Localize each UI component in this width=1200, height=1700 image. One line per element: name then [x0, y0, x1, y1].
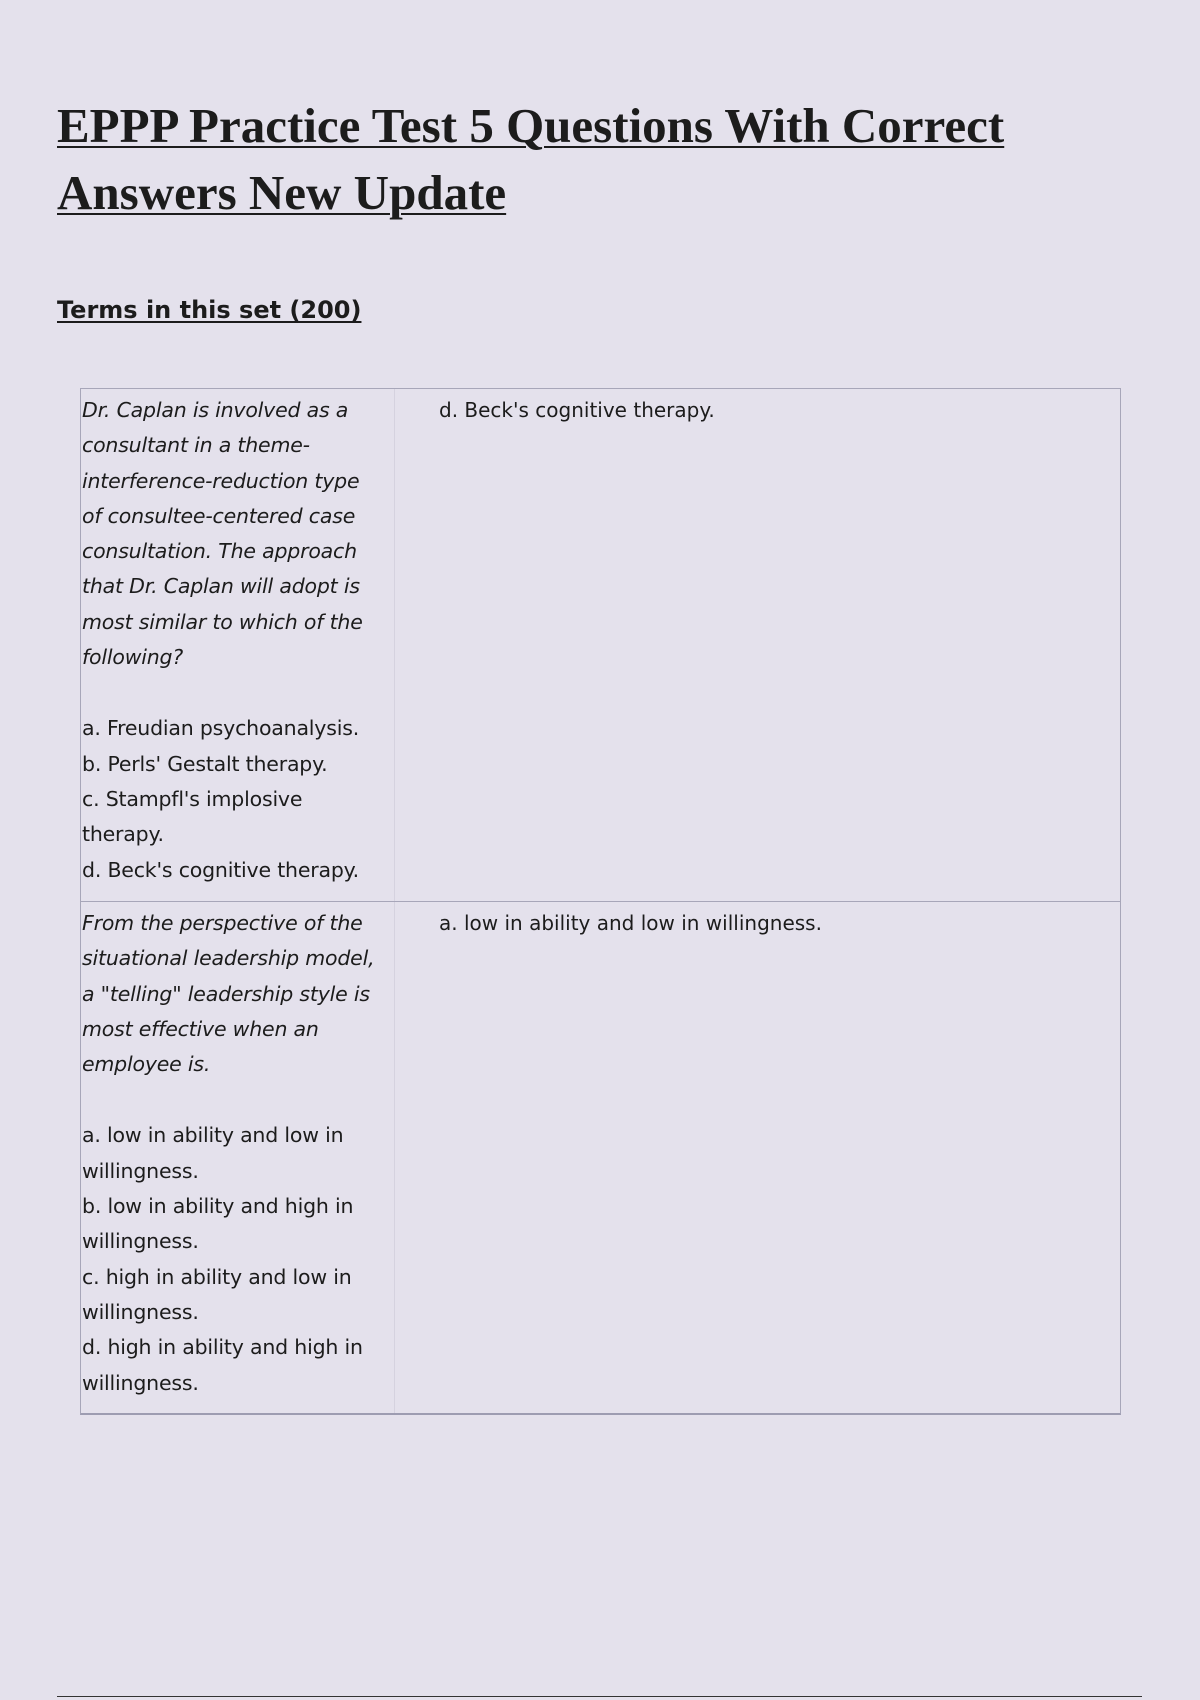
document-title-line-2: Answers New Update: [57, 165, 507, 220]
footer-divider: [57, 1696, 1142, 1697]
option-b: b. low in ability and high in willingness.: [82, 1194, 354, 1254]
option-d: d. high in ability and high in willingness.: [82, 1335, 363, 1395]
flashcard-table: [80, 388, 1121, 1415]
term-cell: [81, 389, 395, 901]
flashcard-row: [81, 389, 1120, 902]
term-cell: [81, 902, 395, 1413]
document-title: [57, 92, 1057, 226]
flashcard-row: [81, 902, 1120, 1413]
document-title-line-1: EPPP Practice Test 5 Questions With Correct: [57, 98, 1005, 153]
answer-text: d. Beck's cognitive therapy.: [439, 398, 715, 422]
option-d: d. Beck's cognitive therapy.: [82, 857, 359, 882]
terms-count-label: Terms in this set (200): [57, 296, 362, 324]
answer-text: a. low in ability and low in willingness.: [439, 911, 822, 935]
answer-cell: [395, 902, 1120, 1413]
answer-cell: [395, 389, 1120, 901]
question-text: Dr. Caplan is involved as a consultant in a theme- interference-reduction type of consultee-centered case consultation. The approach that Dr. Caplan will adopt is most similar to which of the following?: [82, 398, 363, 670]
option-a: a. Freudian psychoanalysis.: [82, 716, 360, 741]
option-a: a. low in ability and low in willingness.: [82, 1123, 344, 1183]
option-c: c. high in ability and low in willingness.: [82, 1264, 352, 1324]
option-b: b. Perls' Gestalt therapy.: [82, 751, 328, 776]
question-text: From the perspective of the situational leadership model, a "telling" leadership style is most effective when an employee is.: [82, 911, 375, 1077]
option-c: c. Stampfl's implosive therapy.: [82, 786, 303, 847]
